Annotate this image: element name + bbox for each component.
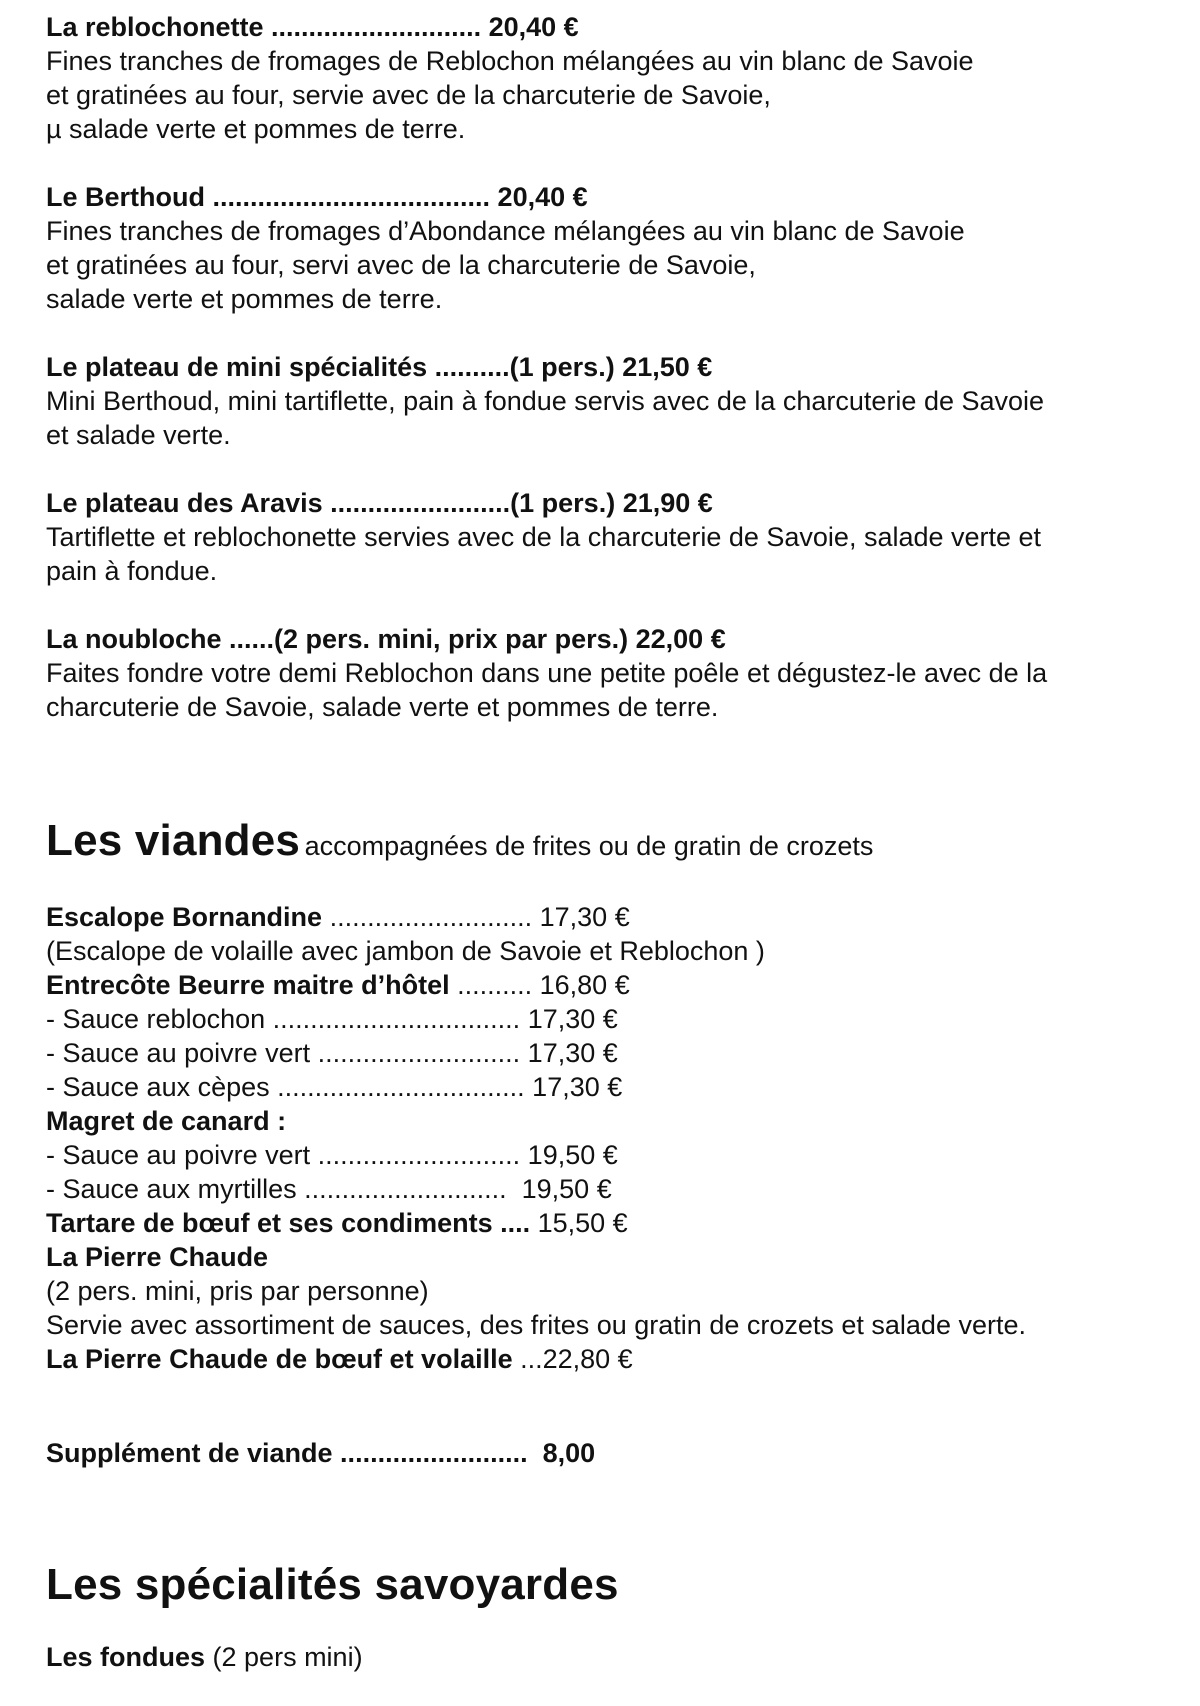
item-note: (2 pers mini) (205, 1642, 363, 1672)
menu-item-noubloche (46, 622, 1200, 724)
item-price: - Sauce au poivre vert ........................... 19,50 € (46, 1140, 618, 1170)
section-subtitle: accompagnées de frites ou de gratin de crozets (304, 831, 874, 861)
item-price: - Sauce reblochon ................................. 17,30 € (46, 1004, 618, 1034)
list-item (46, 1104, 1200, 1138)
item-name: La Pierre Chaude (46, 1242, 269, 1272)
section-title: Les viandes (46, 816, 301, 865)
section-specialites (46, 1560, 1200, 1674)
item-price: 15,50 € (530, 1208, 628, 1238)
item-name: Escalope Bornandine (46, 902, 323, 932)
list-item (46, 934, 1200, 968)
section-title: Les spécialités savoyardes (46, 1560, 619, 1609)
item-desc-line: et gratinées au four, servi avec de la charcuterie de Savoie, (46, 250, 756, 280)
item-title: La reblochonette ............................ 20,40 € (46, 12, 579, 42)
list-item (46, 1070, 1200, 1104)
section-viandes (46, 816, 1200, 1376)
item-desc-line: Mini Berthoud, mini tartiflette, pain à fondue servis avec de la charcuterie de Savoie (46, 386, 1045, 416)
item-desc-line: Faites fondre votre demi Reblochon dans une petite poêle et dégustez-le avec de la (46, 658, 1048, 688)
list-item (46, 1002, 1200, 1036)
item-desc-line: pain à fondue. (46, 556, 218, 586)
list-item (46, 900, 1200, 934)
item-note: (Escalope de volaille avec jambon de Savoie et Reblochon ) (46, 936, 765, 966)
item-title: La noubloche ......(2 pers. mini, prix par pers.) 22,00 € (46, 624, 726, 654)
item-price: - Sauce au poivre vert ........................... 17,30 € (46, 1038, 618, 1068)
list-item (46, 968, 1200, 1002)
item-price: - Sauce aux cèpes ................................. 17,30 € (46, 1072, 623, 1102)
section-heading (46, 1560, 1200, 1610)
menu-item-plateau-mini (46, 350, 1200, 452)
section-heading (46, 816, 1200, 866)
cheese-items (46, 10, 1200, 724)
item-price: ...22,80 € (512, 1344, 633, 1374)
item-title: Le plateau des Aravis ........................(1 pers.) 21,90 € (46, 488, 713, 518)
list-item (46, 1206, 1200, 1240)
item-name: Tartare de bœuf et ses condiments .... (46, 1208, 531, 1238)
menu-item-berthoud (46, 180, 1200, 316)
item-desc-line: salade verte et pommes de terre. (46, 284, 443, 314)
item-note: (2 pers. mini, pris par personne) (46, 1276, 429, 1306)
item-desc-line: Fines tranches de fromages de Reblochon mélangées au vin blanc de Savoie (46, 46, 974, 76)
item-name: Les fondues (46, 1642, 206, 1672)
item-note: Servie avec assortiment de sauces, des frites ou gratin de crozets et salade verte. (46, 1310, 1026, 1340)
list-item (46, 1342, 1200, 1376)
list-item (46, 1138, 1200, 1172)
item-desc-line: et salade verte. (46, 420, 231, 450)
item-desc-line: Fines tranches de fromages d’Abondance mélangées au vin blanc de Savoie (46, 216, 965, 246)
item-desc-line: Tartiflette et reblochonette servies avec de la charcuterie de Savoie, salade verte et (46, 522, 1042, 552)
item-title: Le plateau de mini spécialités ..........(1 pers.) 21,50 € (46, 352, 713, 382)
item-name: Entrecôte Beurre maitre d’hôtel (46, 970, 450, 1000)
list-item (46, 1036, 1200, 1070)
item-desc-line: et gratinées au four, servie avec de la charcuterie de Savoie, (46, 80, 771, 110)
item-desc-line: charcuterie de Savoie, salade verte et pommes de terre. (46, 692, 719, 722)
item-price: - Sauce aux myrtilles ........................... 19,50 € (46, 1174, 612, 1204)
item-title: Le Berthoud ..................................... 20,40 € (46, 182, 588, 212)
menu-item-reblochonette (46, 10, 1200, 146)
supplement-line: Supplément de viande ......................... 8,00 (46, 1438, 596, 1468)
viandes-list (46, 900, 1200, 1376)
item-name: Magret de canard : (46, 1106, 287, 1136)
item-desc-line: µ salade verte et pommes de terre. (46, 114, 466, 144)
list-item (46, 1308, 1200, 1342)
item-price: ........................... 17,30 € (322, 902, 630, 932)
list-item (46, 1274, 1200, 1308)
list-item (46, 1240, 1200, 1274)
list-item (46, 1640, 1200, 1674)
menu-item-plateau-aravis (46, 486, 1200, 588)
item-name: La Pierre Chaude de bœuf et volaille (46, 1344, 513, 1374)
list-item (46, 1172, 1200, 1206)
item-price: .......... 16,80 € (449, 970, 630, 1000)
